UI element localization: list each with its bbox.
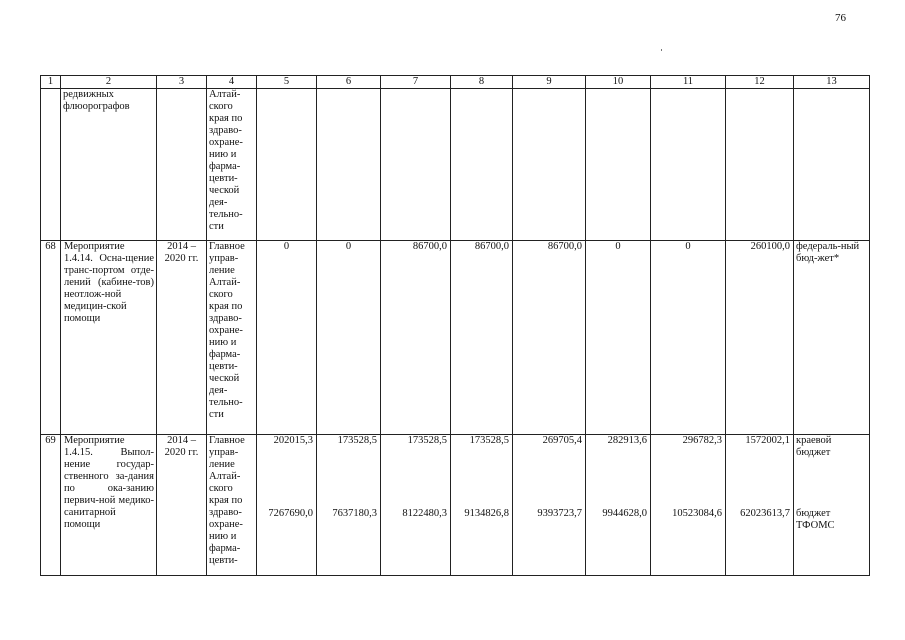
tfoms-budget-value: 9134826,8 <box>464 508 509 519</box>
funding-source: федераль-ный бюд-жет* <box>794 241 870 435</box>
executor: Главное управ-ление Алтай-ского края по здраво-охране-нию и фарма-цевти- <box>207 435 257 576</box>
table-row <box>41 89 870 241</box>
column-number: 13 <box>794 76 870 89</box>
column-number: 9 <box>513 76 586 89</box>
column-number: 12 <box>726 76 794 89</box>
tfoms-budget-value: 8122480,3 <box>402 508 447 519</box>
tfoms-budget-value: 10523084,6 <box>672 508 722 519</box>
funding-source <box>794 89 870 241</box>
value-cell <box>651 89 726 241</box>
period <box>157 89 207 241</box>
value-cell: 86700,0 <box>381 241 451 435</box>
row-number: 68 <box>41 241 61 435</box>
column-number: 4 <box>207 76 257 89</box>
value-cell: 86700,0 <box>451 241 513 435</box>
column-number: 5 <box>257 76 317 89</box>
value-cell-pair <box>726 435 794 576</box>
table-row <box>41 435 870 576</box>
regional-budget-value: 173528,5 <box>469 435 509 446</box>
value-cell: 0 <box>586 241 651 435</box>
value-cell-pair <box>317 435 381 576</box>
value-cell <box>586 89 651 241</box>
regional-budget-value: 269705,4 <box>542 435 582 446</box>
tfoms-budget-value: 7637180,3 <box>332 508 377 519</box>
value-cell: 260100,0 <box>726 241 794 435</box>
executor: Главное управ-ление Алтай-ского края по здраво-охране-нию и фарма-цевти-ческой дея-тельно-сти <box>207 241 257 435</box>
program-table <box>40 75 870 576</box>
regional-budget-value: 173528,5 <box>407 435 447 446</box>
regional-budget-value: 173528,5 <box>337 435 377 446</box>
tfoms-budget-value: 62023613,7 <box>740 508 790 519</box>
measure-name: Мероприятие 1.4.15. Выпол-нение государ-ственного за-дания по ока-занию первич-ной медико-санитарной помощи <box>61 435 157 576</box>
regional-budget-value: 282913,6 <box>607 435 647 446</box>
page-number: 76 <box>835 12 846 24</box>
column-number: 2 <box>61 76 157 89</box>
scan-mark <box>661 49 662 51</box>
column-number: 8 <box>451 76 513 89</box>
column-number: 1 <box>41 76 61 89</box>
column-number-row <box>41 76 870 89</box>
column-number: 7 <box>381 76 451 89</box>
row-number: 69 <box>41 435 61 576</box>
value-cell <box>381 89 451 241</box>
tfoms-budget-value: 9393723,7 <box>537 508 582 519</box>
value-cell: 86700,0 <box>513 241 586 435</box>
value-cell <box>317 89 381 241</box>
value-cell: 0 <box>651 241 726 435</box>
value-cell-pair <box>586 435 651 576</box>
value-cell <box>726 89 794 241</box>
funding-source-pair <box>794 435 870 576</box>
value-cell: 0 <box>257 241 317 435</box>
period: 2014 – 2020 гг. <box>157 435 207 576</box>
executor: Алтай-ского края по здраво-охране-нию и фарма-цевти-ческой дея-тельно-сти <box>207 89 257 241</box>
regional-budget-value: 296782,3 <box>682 435 722 446</box>
column-number: 10 <box>586 76 651 89</box>
tfoms-budget-value: 9944628,0 <box>602 508 647 519</box>
value-cell-pair <box>257 435 317 576</box>
funding-source: бюджет ТФОМС <box>796 508 835 531</box>
column-number: 11 <box>651 76 726 89</box>
value-cell <box>257 89 317 241</box>
funding-source: краевой бюджет <box>796 435 832 458</box>
value-cell <box>513 89 586 241</box>
regional-budget-value: 1572002,1 <box>745 435 790 446</box>
table-row <box>41 241 870 435</box>
value-cell: 0 <box>317 241 381 435</box>
tfoms-budget-value: 7267690,0 <box>268 508 313 519</box>
value-cell <box>451 89 513 241</box>
column-number: 6 <box>317 76 381 89</box>
value-cell-pair <box>513 435 586 576</box>
value-cell-pair <box>651 435 726 576</box>
value-cell-pair <box>451 435 513 576</box>
measure-name: Мероприятие 1.4.14. Осна-щение транс-портом отде-лений (кабине-тов) неотлож-ной медицин-ской помощи <box>61 241 157 435</box>
row-number <box>41 89 61 241</box>
period: 2014 – 2020 гг. <box>157 241 207 435</box>
column-number: 3 <box>157 76 207 89</box>
measure-name: редвижных флюорографов <box>61 89 157 241</box>
value-cell-pair <box>381 435 451 576</box>
regional-budget-value: 202015,3 <box>273 435 313 446</box>
